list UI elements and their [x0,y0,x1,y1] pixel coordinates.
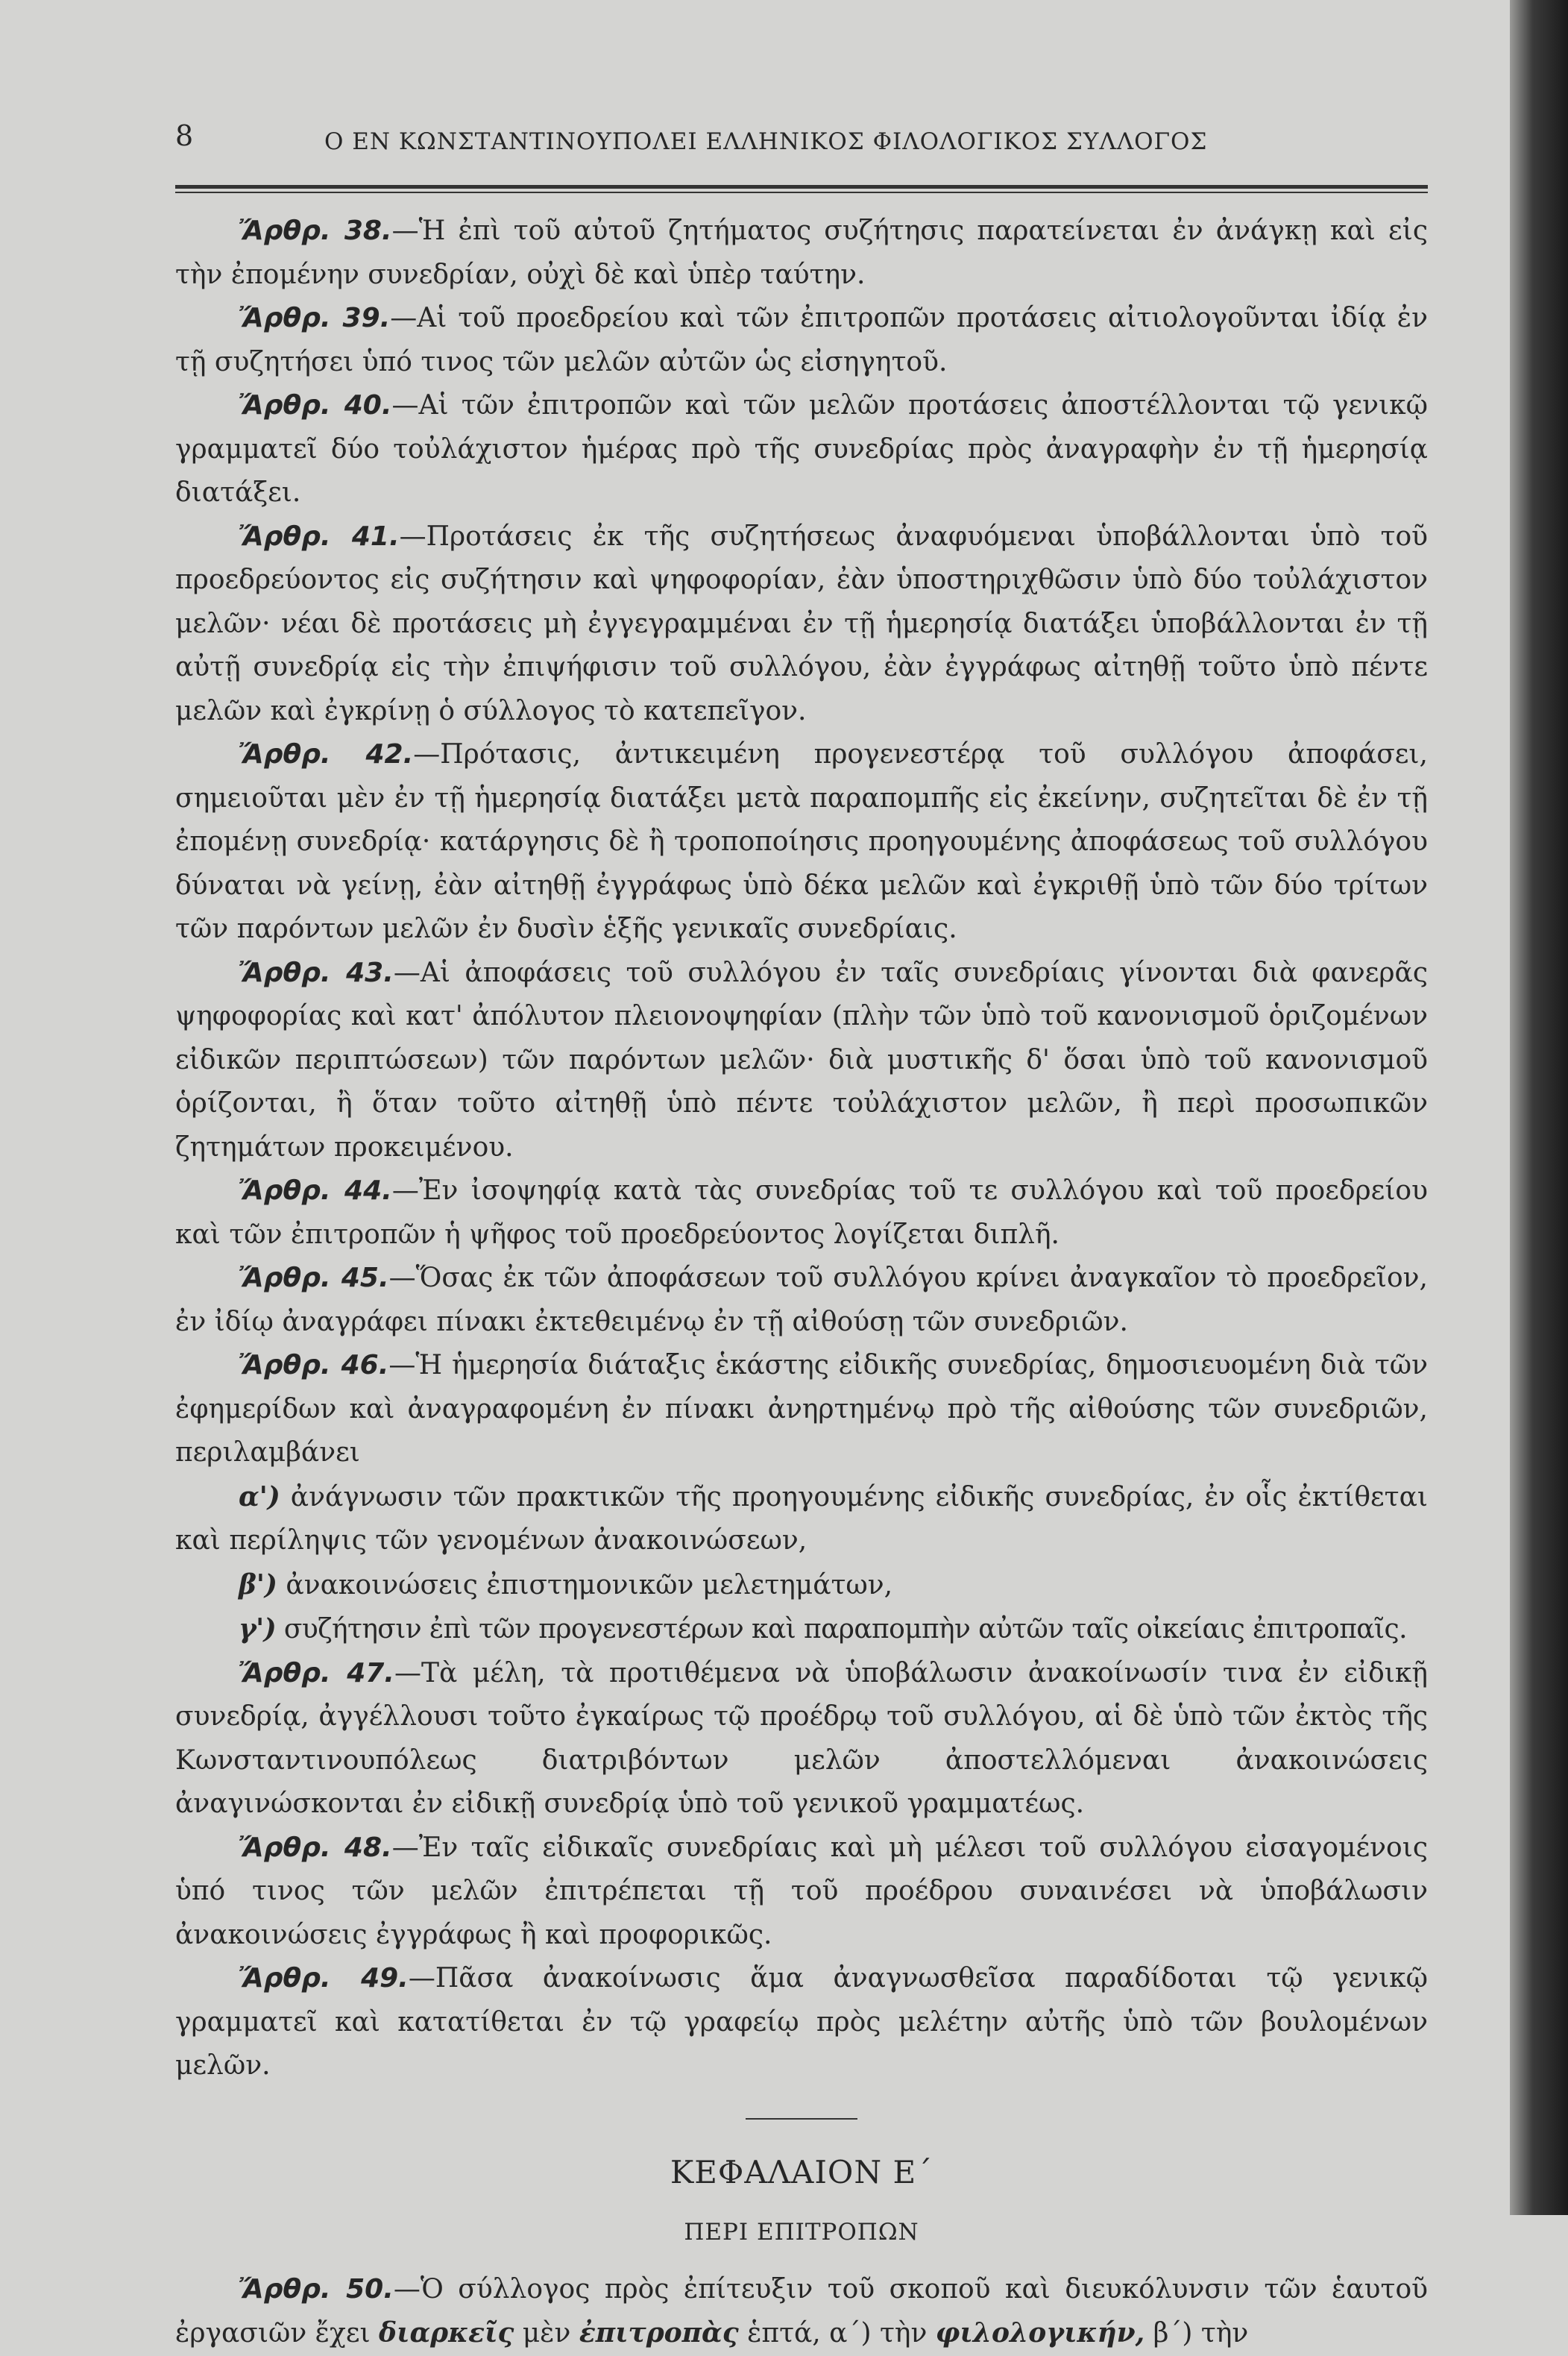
chapter-title: ΚΕΦΑΛΑΙΟΝ Ε΄ [670,2153,933,2190]
bold-term: διαρκεῖς [379,2317,514,2349]
page-number: 8 [175,119,195,152]
section-separator [746,2118,857,2120]
article-text: —Ἡ ἡμερησία διάταξις ἑκάστης εἰδικῆς συνεδρίας, δημοσιευομένη διὰ τῶν ἐφημερίδων καὶ ἀναγραφομένη ἐν πίνακι ἀνηρτημένῳ πρὸ τῆς αἰθούσης τῶν συνεδριῶν, περιλαμβάνει [175,1350,1428,1468]
article-text: —Πρότασις, ἀντικειμένη προγενεστέρᾳ τοῦ συλλόγου ἀποφάσει, σημειοῦται μὲν ἐν τῇ ἡμερησίᾳ διατάξει μετὰ παραπομπῆς εἰς ἐκείνην, συζητεῖται δὲ ἐν τῇ ἐπομένῃ συνεδρίᾳ· κατάργησις δὲ ἢ τροποποίησις προηγουμένης ἀποφάσεως τοῦ συλλόγου δύναται νὰ γείνῃ, ἐὰν αἰτηθῇ ἐγγράφως ὑπὸ δέκα μελῶν καὶ ἐγκριθῇ ὑπὸ τῶν δύο τρίτων τῶν παρόντων μελῶν ἐν δυσὶν ἑξῆς γενικαῖς συνεδρίαις. [175,739,1428,944]
agenda-item-a [175,1475,1428,1563]
chapter-subtitle: ΠΕΡΙ ΕΠΙΤΡΟΠΩΝ [684,2219,919,2246]
book-page [175,112,1428,2356]
chapter-body [175,2268,1428,2356]
article-42 [175,733,1428,952]
article-45 [175,1257,1428,1344]
article-41 [175,515,1428,734]
article-label: Ἄρθρ. 44. [239,1175,392,1206]
article-text: —Προτάσεις ἐκ τῆς συζητήσεως ἀναφυόμεναι ὑποβάλλονται ὑπὸ τοῦ προεδρεύοντος εἰς συζήτησιν καὶ ψηφοφορίαν, ἐὰν ὑποστηριχθῶσιν ὑπὸ δύο τοὐλάχιστον μελῶν· νέαι δὲ προτάσεις μὴ ἐγγεγραμμέναι ἐν τῇ ἡμερησίᾳ διατάξει ὑποβάλλονται ἐν τῇ αὐτῇ συνεδρίᾳ εἰς τὴν ἐπιψήφισιν τοῦ συλλόγου, ἐὰν ἐγγράφως αἰτηθῇ τοῦτο ὑπὸ πέντε μελῶν καὶ ἐγκρίνῃ ὁ σύλλογος τὸ κατεπεῖγον. [175,521,1428,726]
article-48 [175,1826,1428,1958]
article-text: —Αἱ τοῦ προεδρείου καὶ τῶν ἐπιτροπῶν προτάσεις αἰτιολογοῦνται ἰδίᾳ ἐν τῇ συζητήσει ὑπό τινος τῶν μελῶν αὐτῶν ὡς εἰσηγητοῦ. [175,303,1428,377]
article-43 [175,952,1428,1170]
item-text: συζήτησιν ἐπὶ τῶν προγενεστέρων καὶ παραπομπὴν αὐτῶν ταῖς οἰκείαις ἐπιτροπαῖς. [276,1614,1407,1645]
main-text [175,210,1428,2356]
article-text: μὲν [514,2318,579,2349]
article-text: —Αἱ ἀποφάσεις τοῦ συλλόγου ἐν ταῖς συνεδρίαις γίνονται διὰ φανερᾶς ψηφοφορίας καὶ κατ' ἀπόλυτον πλειονοψηφίαν (πλὴν τῶν ὑπὸ τοῦ κανονισμοῦ ὁριζομένων εἰδικῶν περιπτώσεων) τῶν παρόντων μελῶν· διὰ μυστικῆς δ' ὅσαι ὑπὸ τοῦ κανονισμοῦ ὁρίζονται, ἢ ὅταν τοῦτο αἰτηθῇ ὑπὸ πέντε τοὐλάχιστον μελῶν, ἢ περὶ προσωπικῶν ζητημάτων προκειμένου. [175,957,1428,1163]
bold-term: ἐπιτροπὰς [579,2317,739,2349]
agenda-item-c [175,1607,1428,1652]
header-rule-thin [175,192,1428,193]
article-label: Ἄρθρ. 39. [239,303,391,333]
item-label: α') [239,1480,280,1512]
article-label: Ἄρθρ. 40. [239,390,392,421]
article-label: Ἄρθρ. 45. [239,1263,389,1293]
article-text: —Ὅσας ἐκ τῶν ἀποφάσεων τοῦ συλλόγου κρίνει ἀναγκαῖον τὸ προεδρεῖον, ἐν ἰδίῳ ἀναγράφει πίνακι ἐκτεθειμένῳ ἐν τῇ αἰθούσῃ τῶν συνεδριῶν. [175,1263,1428,1337]
article-50 [175,2268,1428,2356]
article-text: —Ἡ ἐπὶ τοῦ αὐτοῦ ζητήματος συζήτησις παρατείνεται ἐν ἀνάγκῃ καὶ εἰς τὴν ἐπομένην συνεδρίαν, οὐχὶ δὲ καὶ ὑπὲρ ταύτην. [175,216,1428,290]
article-label: Ἄρθρ. 48. [239,1832,392,1863]
item-label: γ') [239,1613,277,1645]
article-label: Ἄρθρ. 47. [239,1657,394,1689]
article-text: —Αἱ τῶν ἐπιτροπῶν καὶ τῶν μελῶν προτάσεις ἀποστέλλονται τῷ γενικῷ γραμματεῖ δύο τοὐλάχιστον ἡμέρας πρὸ τῆς συνεδρίας πρὸς ἀναγραφὴν ἐν τῇ ἡμερησίᾳ διατάξει. [175,390,1429,508]
article-label: Ἄρθρ. 50. [239,2273,394,2305]
running-title: Ο ΕΝ ΚΩΝΣΤΑΝΤΙΝΟΥΠΟΛΕΙ ΕΛΛΗΝΙΚΟΣ ΦΙΛΟΛΟΓΙΚΟΣ ΣΥΛΛΟΓΟΣ [324,128,1208,155]
article-40 [175,384,1428,515]
article-39 [175,297,1428,384]
article-49 [175,1957,1428,2088]
running-head [175,112,1428,164]
article-label: Ἄρθρ. 41. [239,521,400,552]
article-text: —Ὁ σύλλογος πρὸς ἐπίτευξιν τοῦ σκοποῦ καὶ διευκόλυνσιν τῶν ἑαυτοῦ ἐργασιῶν ἔχει [175,2273,1428,2349]
article-label: Ἄρθρ. 49. [239,1963,409,1994]
item-text: ἀνάγνωσιν τῶν πρακτικῶν τῆς προηγουμένης εἰδικῆς συνεδρίας, ἐν οἷς ἐκτίθεται καὶ περίληψις τῶν γενομένων ἀνακοινώσεων, [175,1481,1428,1556]
item-label: β') [239,1568,277,1600]
article-label: Ἄρθρ. 38. [239,216,392,246]
article-46 [175,1344,1428,1475]
article-text: —Πᾶσα ἀνακοίνωσις ἅμα ἀναγνωσθεῖσα παραδίδοται τῷ γενικῷ γραμματεῖ καὶ κατατίθεται ἐν τῷ γραφείῳ πρὸς μελέτην αὐτῆς ὑπὸ τῶν βουλομένων μελῶν. [175,1963,1429,2081]
article-text: β΄) τὴν [1144,2318,1249,2349]
agenda-item-b [175,1563,1428,1608]
item-text: ἀνακοινώσεις ἐπιστημονικῶν μελετημάτων, [277,1569,893,1600]
page-binding-edge [1510,0,1568,2215]
header-rule-thick [175,185,1428,189]
article-47 [175,1652,1428,1826]
article-label: Ἄρθρ. 46. [239,1350,389,1380]
article-text: —Ἐν ταῖς εἰδικαῖς συνεδρίαις καὶ μὴ μέλεσι τοῦ συλλόγου εἰσαγομένοις ὑπό τινος τῶν μελῶν ἐπιτρέπεται τῇ τοῦ προέδρου συναινέσει νὰ ὑποβάλωσιν ἀνακοινώσεις ἐγγράφως ἢ καὶ προφορικῶς. [175,1832,1428,1950]
article-label: Ἄρθρ. 43. [239,957,394,988]
article-44 [175,1169,1428,1257]
article-text: —Ἐν ἰσοψηφίᾳ κατὰ τὰς συνεδρίας τοῦ τε συλλόγου καὶ τοῦ προεδρείου καὶ τῶν ἐπιτροπῶν ἡ ψῆφος τοῦ προεδρεύοντος λογίζεται διπλῆ. [175,1175,1428,1250]
article-38 [175,210,1428,297]
article-text: —Τὰ μέλη, τὰ προτιθέμενα νὰ ὑποβάλωσιν ἀνακοίνωσίν τινα ἐν εἰδικῇ συνεδρίᾳ, ἀγγέλλουσι τοῦτο ἐγκαίρως τῷ προέδρῳ τοῦ συλλόγου, αἱ δὲ ὑπὸ τῶν ἐκτὸς τῆς Κωνσταντινουπόλεως διατριβόντων μελῶν ἀποστελλόμεναι ἀνακοινώσεις ἀναγινώσκονται ἐν εἰδικῇ συνεδρίᾳ ὑπὸ τοῦ γενικοῦ γραμματέως. [175,1657,1428,1819]
article-label: Ἄρθρ. 42. [239,739,414,770]
bold-term: φιλολογικήν, [935,2317,1145,2349]
article-text: ἑπτά, α΄) τὴν [738,2318,936,2349]
